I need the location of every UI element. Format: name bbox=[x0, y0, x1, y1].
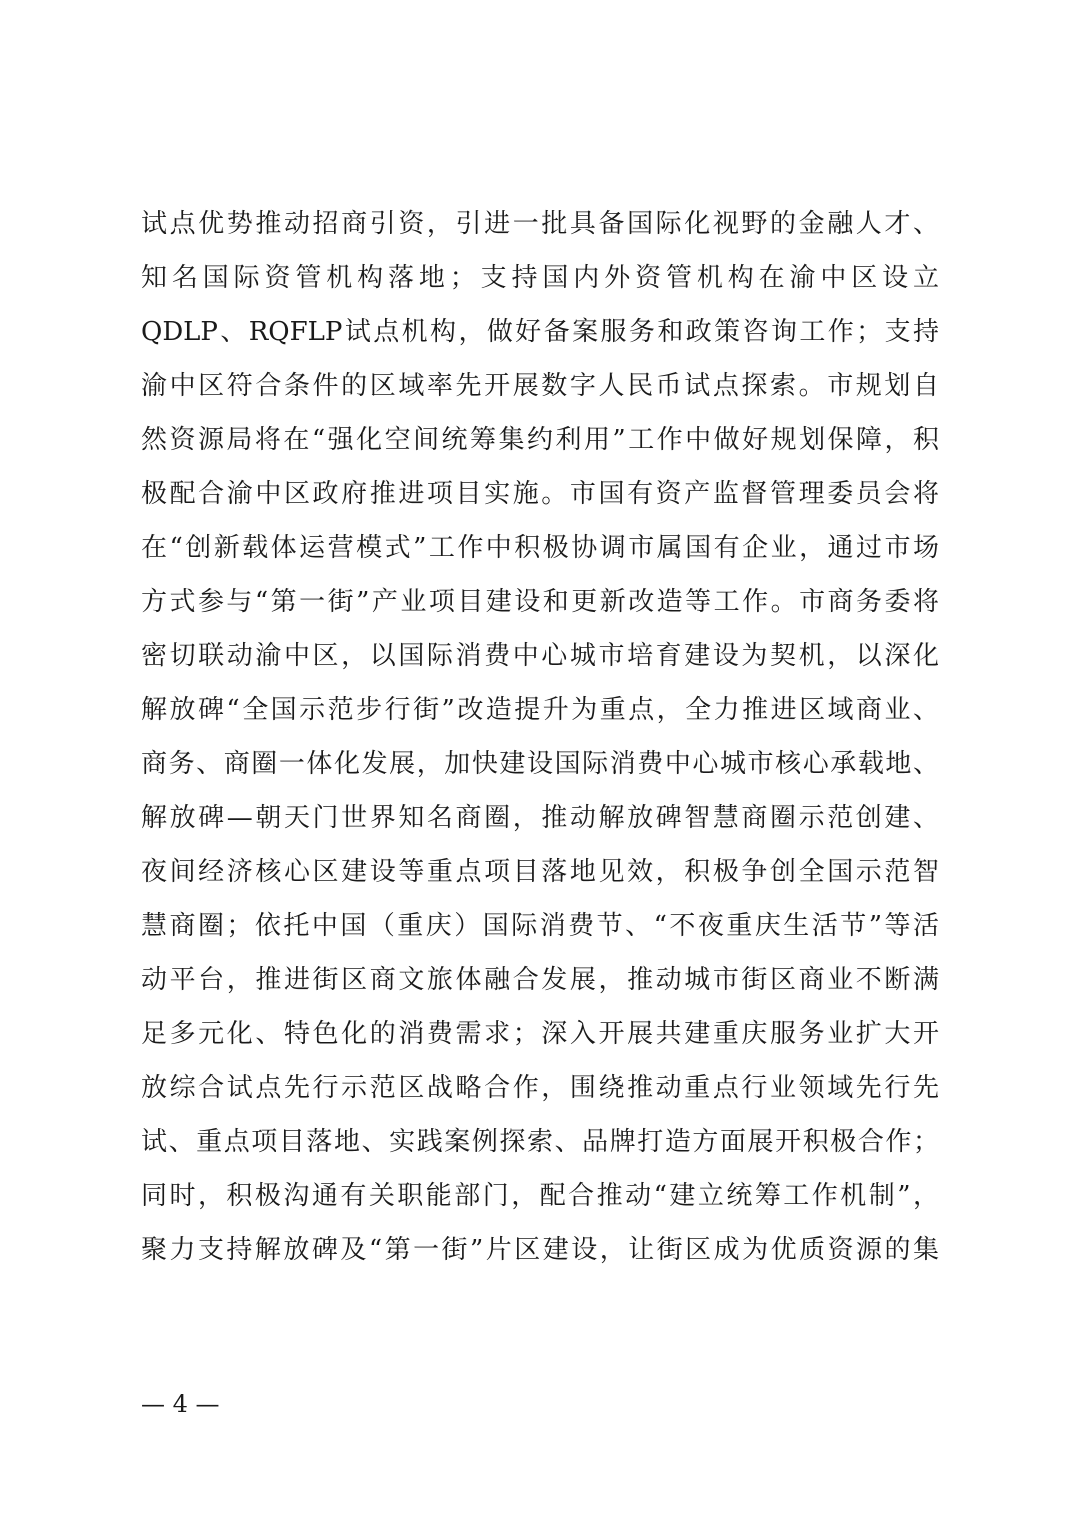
text-line: 知名国际资管机构落地；支持国内外资管机构在渝中区设立 bbox=[141, 263, 939, 293]
text-line: 商务、商圈一体化发展，加快建设国际消费中心城市核心承载地、 bbox=[141, 749, 939, 779]
text-line: 同时，积极沟通有关职能部门，配合推动“建立统筹工作机制”， bbox=[141, 1181, 939, 1211]
text-line: 在“创新载体运营模式”工作中积极协调市属国有企业，通过市场 bbox=[141, 533, 939, 563]
text-line: 试点优势推动招商引资，引进一批具备国际化视野的金融人才、 bbox=[141, 209, 939, 239]
text-line: 试、重点项目落地、实践案例探索、品牌打造方面展开积极合作； bbox=[141, 1127, 939, 1157]
text-line: 解放碑“全国示范步行街”改造提升为重点，全力推进区域商业、 bbox=[141, 695, 939, 725]
text-line: QDLP、RQFLP试点机构，做好备案服务和政策咨询工作；支持 bbox=[141, 317, 939, 347]
text-line: 极配合渝中区政府推进项目实施。市国有资产监督管理委员会将 bbox=[141, 479, 939, 509]
text-line: 解放碑—朝天门世界知名商圈，推动解放碑智慧商圈示范创建、 bbox=[141, 803, 939, 833]
text-line: 然资源局将在“强化空间统筹集约利用”工作中做好规划保障，积 bbox=[141, 425, 939, 455]
text-line: 足多元化、特色化的消费需求；深入开展共建重庆服务业扩大开 bbox=[141, 1019, 939, 1049]
page-number: — 4 — bbox=[141, 1390, 220, 1418]
text-line: 动平台，推进街区商文旅体融合发展，推动城市街区商业不断满 bbox=[141, 965, 939, 995]
body-text bbox=[141, 197, 939, 1277]
text-line: 密切联动渝中区，以国际消费中心城市培育建设为契机，以深化 bbox=[141, 641, 939, 671]
text-line: 聚力支持解放碑及“第一街”片区建设，让街区成为优质资源的集 bbox=[141, 1235, 939, 1265]
text-line: 方式参与“第一街”产业项目建设和更新改造等工作。市商务委将 bbox=[141, 587, 939, 617]
text-line: 慧商圈；依托中国（重庆）国际消费节、“不夜重庆生活节”等活 bbox=[141, 911, 939, 941]
text-line: 夜间经济核心区建设等重点项目落地见效，积极争创全国示范智 bbox=[141, 857, 939, 887]
text-line: 放综合试点先行示范区战略合作，围绕推动重点行业领域先行先 bbox=[141, 1073, 939, 1103]
text-line: 渝中区符合条件的区域率先开展数字人民币试点探索。市规划自 bbox=[141, 371, 939, 401]
